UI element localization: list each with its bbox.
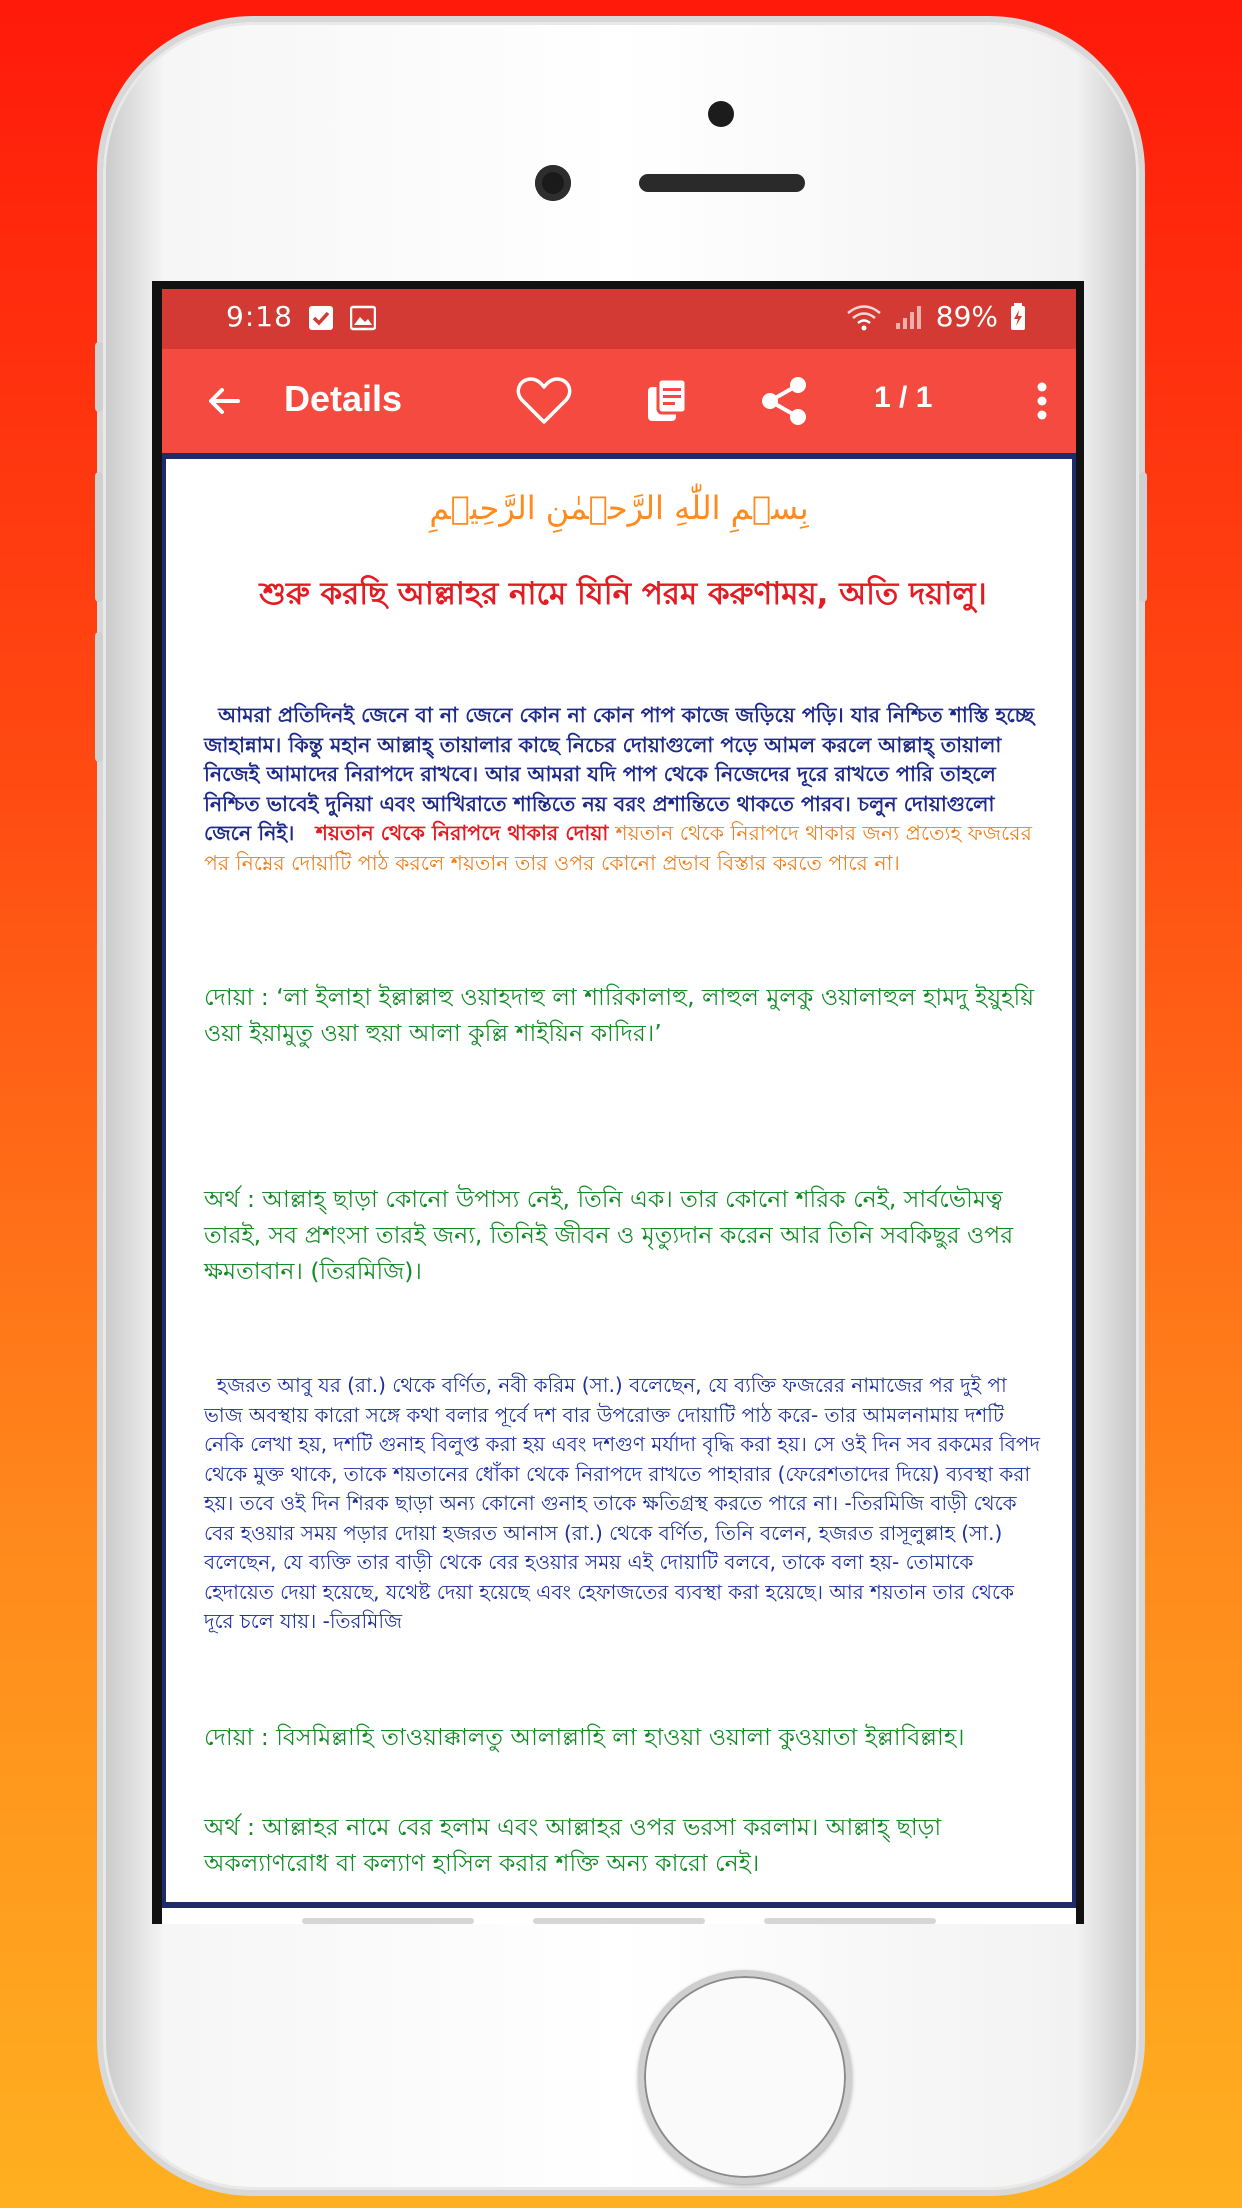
volume-up-button [95,472,103,602]
nav-indicator-right [764,1918,936,1924]
meaning-1-text: অর্থ : আল্লাহ্‌ ছাড়া কোনো উপাস্য নেই, তিনি এক। তার কোনো শরিক নেই, সার্বভৌমত্ব তারই, সব প্রশংসা তারই জন্য, তিনিই জীবন ও মৃত্যুদান করেন আর তিনি সবকিছুর ওপর ক্ষমতাবান। (তিরমিজি)। [204,1185,1014,1285]
back-button[interactable] [196,373,252,429]
hadith-body: হজরত আবু যর (রা.) থেকে বর্ণিত, নবী করিম (সা.) বলেছেন, যে ব্যক্তি ফজরের নামাজের পর দুই পা ভাজ অবস্থায় কারো সঙ্গে কথা বলার পূর্বে দশ বার উপরোক্ত দোয়াটি পাঠ করে- তার আমলনামায় দশটি নেকি লেখা হয়, দশটি গুনাহ বিলুপ্ত করা হয় এবং দশগুণ মর্যাদা বৃদ্ধি করা হয়। সে ওই দিন সব রকমের বিপদ থেকে মুক্ত থাকে, তাকে শয়তানের ধোঁকা থেকে নিরাপদে রাখতে পাহারার (ফেরেশতাদের দিয়ে) ব্যবস্থা করা হয়। তবে ওই দিন শিরক ছাড়া অন্য কোনো গুনাহ তাকে ক্ষতিগ্রস্থ করতে পারে না। -তিরমিজি বাড়ী থেকে বের হওয়ার সময় পড়ার দোয়া হজরত আনাস (রা.) থেকে বর্ণিত, তিনি বলেন, হজরত রাসূলুল্লাহ (সা.) বলেছেন, যে ব্যক্তি তার বাড়ী থেকে বের হওয়ার সময় এই দোয়াটি বলবে, তাকে বলা হয়- তোমাকে হেদায়েত দেয়া হয়েছে, যথেষ্ট দেয়া হয়েছে এবং হেফাজতের ব্যবস্থা করা হয়েছে। আর শয়তান তার থেকে দূরে চলে যায়। -তিরমিজি [204,1373,1041,1633]
volume-down-button [95,632,103,762]
status-right-group [846,300,1026,333]
intro-blue-text: আমরা প্রতিদিনই জেনে বা না জেনে কোন না কোন পাপ কাজে জড়িয়ে পড়ি। যার নিশ্চিত শাস্তি হচ্ছে জাহান্নাম। কিন্তু মহান আল্লাহ্‌ তায়ালার কাছে নিচের দোয়াগুলো পড়ে আমল করলে আল্লাহ্‌ তায়ালা নিজেই আমাদের নিরাপদে রাখবে। আর আমরা যদি পাপ থেকে নিজেদের দূরে রাখতে পারি তাহলে নিশ্চিত ভাবেই দুনিয়া এবং আখিরাতে শান্তিতে নয় বরং প্রশান্তিতে থাকতে পারব। চলুন দোয়াগুলো জেনে নিই। [204,703,1035,845]
battery-percent: 89% [935,300,998,333]
image-icon [350,305,376,331]
more-vert-icon [1036,381,1048,421]
dua-1-text: দোয়া : ‘লা ইলাহা ইল্লাল্লাহু ওয়াহদাহু লা শারিকালাহু, লাহুল মুলকু ওয়ালাহুল হামদু ইয়ুহয়ি ওয়া ইয়ামুতু ওয়া হুয়া আলা কুল্লি শাইয়িন কাদির।’ [204,983,1035,1047]
status-time: 9:18 [226,300,293,333]
details-content[interactable] [162,459,1076,1902]
intro-paragraph [204,701,1044,878]
bottom-nav-area [162,1902,1076,1924]
hadith-text [204,1371,1044,1637]
proximity-sensor [708,101,734,127]
signal-icon [894,303,924,331]
back-arrow-icon [204,381,244,421]
wifi-icon [846,303,882,331]
nav-indicator-left [302,1918,474,1924]
page-title: Details [284,378,403,419]
content-heading: শুরু করছি আল্লাহর নামে যিনি পরম করুণাময়, অতি দয়ালু। [259,576,987,612]
app-bar [162,349,1076,453]
check-box-icon [308,305,334,331]
home-button[interactable] [638,1970,852,2184]
meaning-2-text: অর্থ : আল্লাহর নামে বের হলাম এবং আল্লাহর ওপর ভরসা করলাম। আল্লাহ্‌ ছাড়া অকল্যাণরোধ বা কল্যাণ হাসিল করার শক্তি অন্য কারো নেই। [204,1813,942,1877]
page-indicator: 1 / 1 [874,381,933,414]
status-bar [162,289,1076,349]
share-icon [758,375,810,427]
dua-2-text: দোয়া : বিসমিল্লাহি তাওয়াক্কালতু আলাল্লাহি লা হাওয়া ওয়ালা কুওয়াতা ইল্লাবিল্লাহ। [204,1723,965,1751]
phone-screen [152,281,1084,1924]
earpiece-speaker [639,174,805,192]
bismillah-text: بِسۡمِ اللّٰهِ الرَّحۡمٰنِ الرَّحِیۡمِ [429,489,809,527]
copy-button[interactable] [640,373,696,429]
front-camera [535,165,571,201]
favorite-button[interactable] [516,373,572,429]
battery-charging-icon [1010,303,1026,331]
mute-switch [95,342,103,412]
intro-orange-text: শয়তান থেকে নিরাপদে থাকার জন্য প্রত্যেহ ফজরের পর নিম্নের দোয়াটি পাঠ করলে শয়তান তার ওপর কোনো প্রভাব বিস্তার করতে পারে না। [204,821,1032,875]
nav-indicator-center [533,1918,705,1924]
power-button [1139,472,1147,602]
heart-icon [516,376,572,426]
share-button[interactable] [756,373,812,429]
copy-icon [644,377,692,425]
intro-red-text: শয়তান থেকে নিরাপদে থাকার দোয়া [315,821,609,845]
more-options-button[interactable] [1014,373,1070,429]
